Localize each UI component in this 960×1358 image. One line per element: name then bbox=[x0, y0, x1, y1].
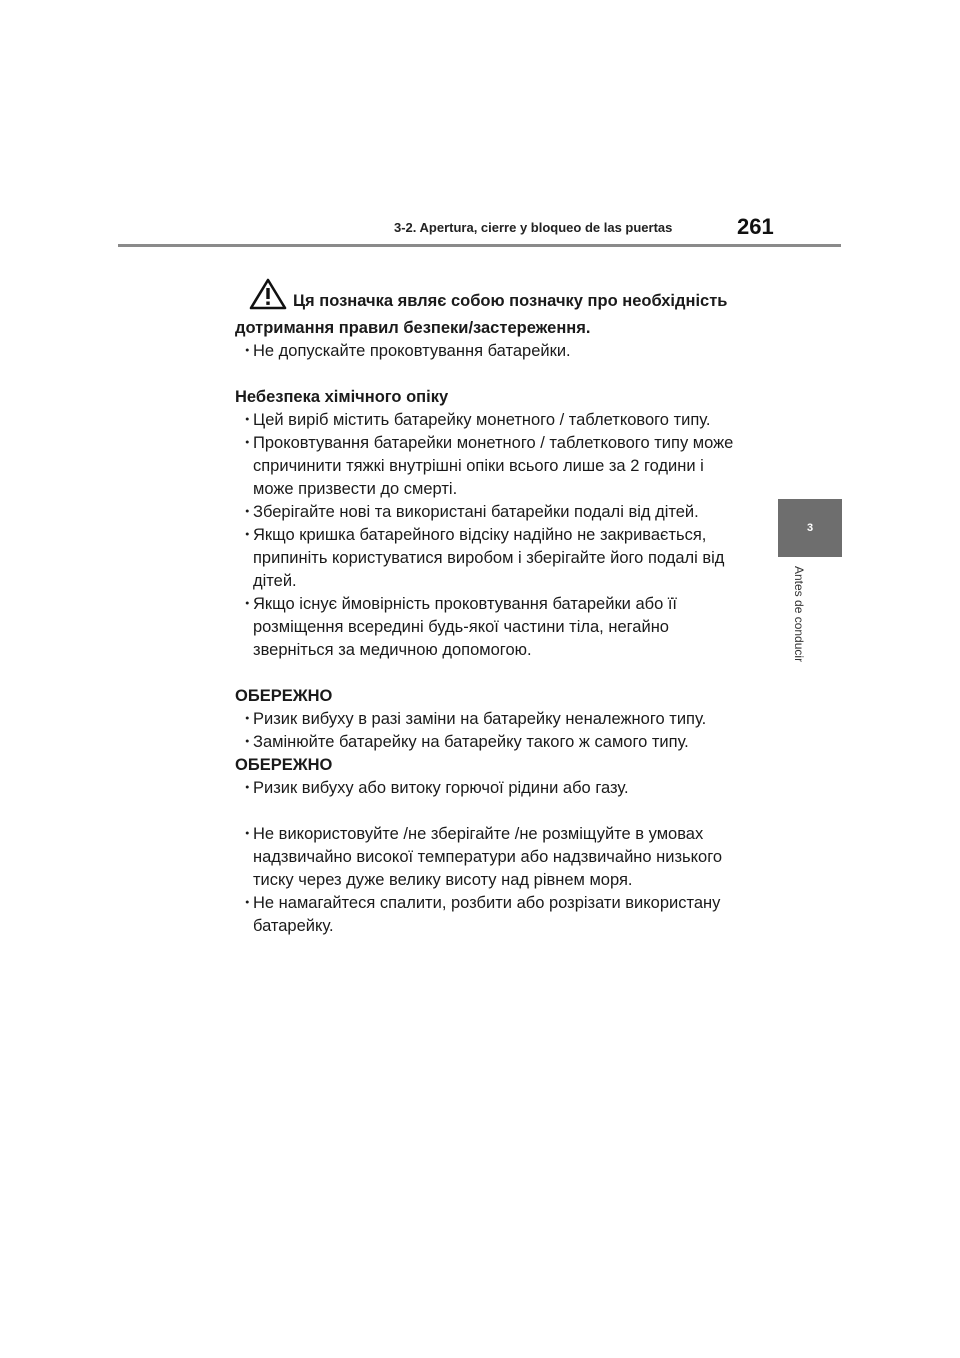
warning-notice bbox=[235, 278, 735, 340]
header-divider bbox=[118, 244, 841, 247]
list-item: ・ Не допускайте проковтування батарейки. bbox=[239, 342, 571, 360]
header-section-title: 3-2. Apertura, cierre y bloqueo de las puertas bbox=[394, 220, 673, 235]
chapter-label: Antes de conducir bbox=[792, 566, 806, 663]
list-item: ・ Цей виріб містить батарейку монетного / таблеткового типу. bbox=[239, 411, 711, 429]
list-item: ・ Проковтування батарейки монетного / таблеткового типу може спричинити тяжкі внутрішні опіки всього лише за 2 години і може призвести до смерті. bbox=[239, 434, 734, 498]
list-item: ・ Якщо існує ймовірність проковтування батарейки або її розміщення всередині будь-якої частини тіла, негайно зверніться за медичною допомогою. bbox=[239, 595, 678, 659]
warning-title: Ця позначка являє собою позначку про необхідність дотримання правил безпеки/застереження. bbox=[235, 292, 728, 337]
list-item: ・ Ризик вибуху в разі заміни на батарейку неналежного типу. bbox=[239, 710, 707, 728]
list-item: ・ Не використовуйте /не зберігайте /не розміщуйте в умовах надзвичайно високої температури або надзвичайно низького тиску через дуже велику висоту над рівнем моря. bbox=[239, 825, 723, 889]
page-content bbox=[235, 278, 735, 938]
page-number: 261 bbox=[737, 214, 774, 239]
warning-triangle-icon bbox=[249, 278, 287, 317]
list-item: ・ Не намагайтеся спалити, розбити або розрізати використану батарейку. bbox=[239, 894, 721, 935]
list-item: ・ Якщо кришка батарейного відсіку надійно не закривається, припиніть користуватися виробом і зберігайте його подалі від дітей. bbox=[239, 526, 725, 590]
list-item: ・ Зберігайте нові та використані батарейки подалі від дітей. bbox=[239, 503, 699, 521]
chapter-tab bbox=[778, 499, 842, 557]
list-item: ・ Ризик вибуху або витоку горючої рідини або газу. bbox=[239, 779, 629, 797]
section-heading: Небезпека хімічного опіку bbox=[235, 388, 449, 406]
caution-heading: ОБЕРЕЖНО bbox=[235, 687, 333, 705]
chapter-number: 3 bbox=[806, 522, 814, 534]
caution-heading: ОБЕРЕЖНО bbox=[235, 756, 333, 774]
list-item: ・ Замінюйте батарейку на батарейку такого ж самого типу. bbox=[239, 733, 689, 751]
